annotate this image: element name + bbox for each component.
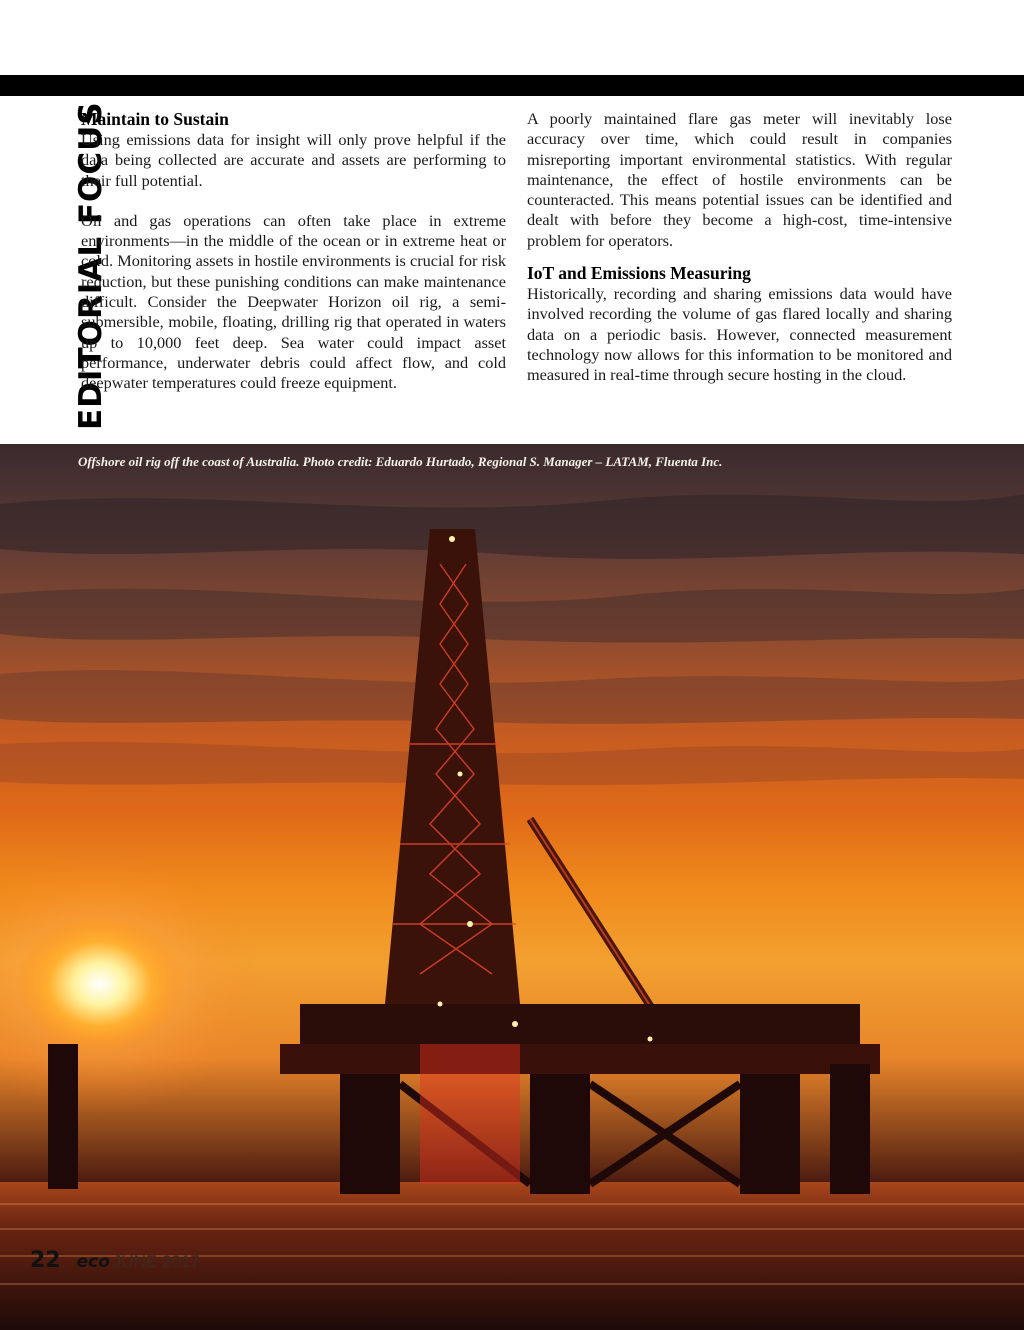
page-number: 22 <box>30 1248 61 1273</box>
section-heading: IoT and Emissions Measuring <box>527 263 751 284</box>
paragraph: A poorly maintained flare gas meter will inevitably lose accuracy over time, which could result in companies misreporting important environmental statistics. With regular maintenance, the effect of hostile environments can be counteracted. This means potential issues can be identified and dealt with before they become a high-cost, time-intensive problem for operators. <box>527 109 952 250</box>
page-footer <box>30 1248 200 1273</box>
paragraph: Using emissions data for insight will only prove helpful if the data being collected are accurate and assets are performing to their full potential. <box>81 130 506 190</box>
left-column <box>81 109 506 394</box>
paragraph: Historically, recording and sharing emissions data would have involved recording the volume of gas flared locally and sharing data on a periodic basis. However, connected measurement technology now allows for this information to be monitored and measured in real-time through secure hosting in the cloud. <box>527 284 952 385</box>
issue-date: JUNE 2017 <box>112 1252 200 1271</box>
photo-caption: Offshore oil rig off the coast of Australia. Photo credit: Eduardo Hurtado, Regional S. Manager – LATAM, Fluenta Inc. <box>78 454 723 469</box>
header-rule <box>0 75 1024 96</box>
paragraph: Oil and gas operations can often take place in extreme environments—in the middle of the ocean or in extreme heat or cold. Monitoring assets in hostile environments is crucial for risk reduction, but these punishing conditions can make maintenance difficult. Consider the Deepwater Horizon oil rig, a semi-submersible, mobile, floating, drilling rig that operated in waters up to 10,000 feet deep. Sea water could impact asset performance, underwater debris could affect flow, and cold deepwater temperatures could freeze equipment. <box>81 210 506 393</box>
section-heading: Maintain to Sustain <box>81 109 229 129</box>
oil-rig-photo <box>0 444 1024 1330</box>
section-label: EDITORIAL FOCUS <box>73 101 109 430</box>
right-column <box>527 109 952 386</box>
magazine-name: eco <box>76 1252 110 1272</box>
